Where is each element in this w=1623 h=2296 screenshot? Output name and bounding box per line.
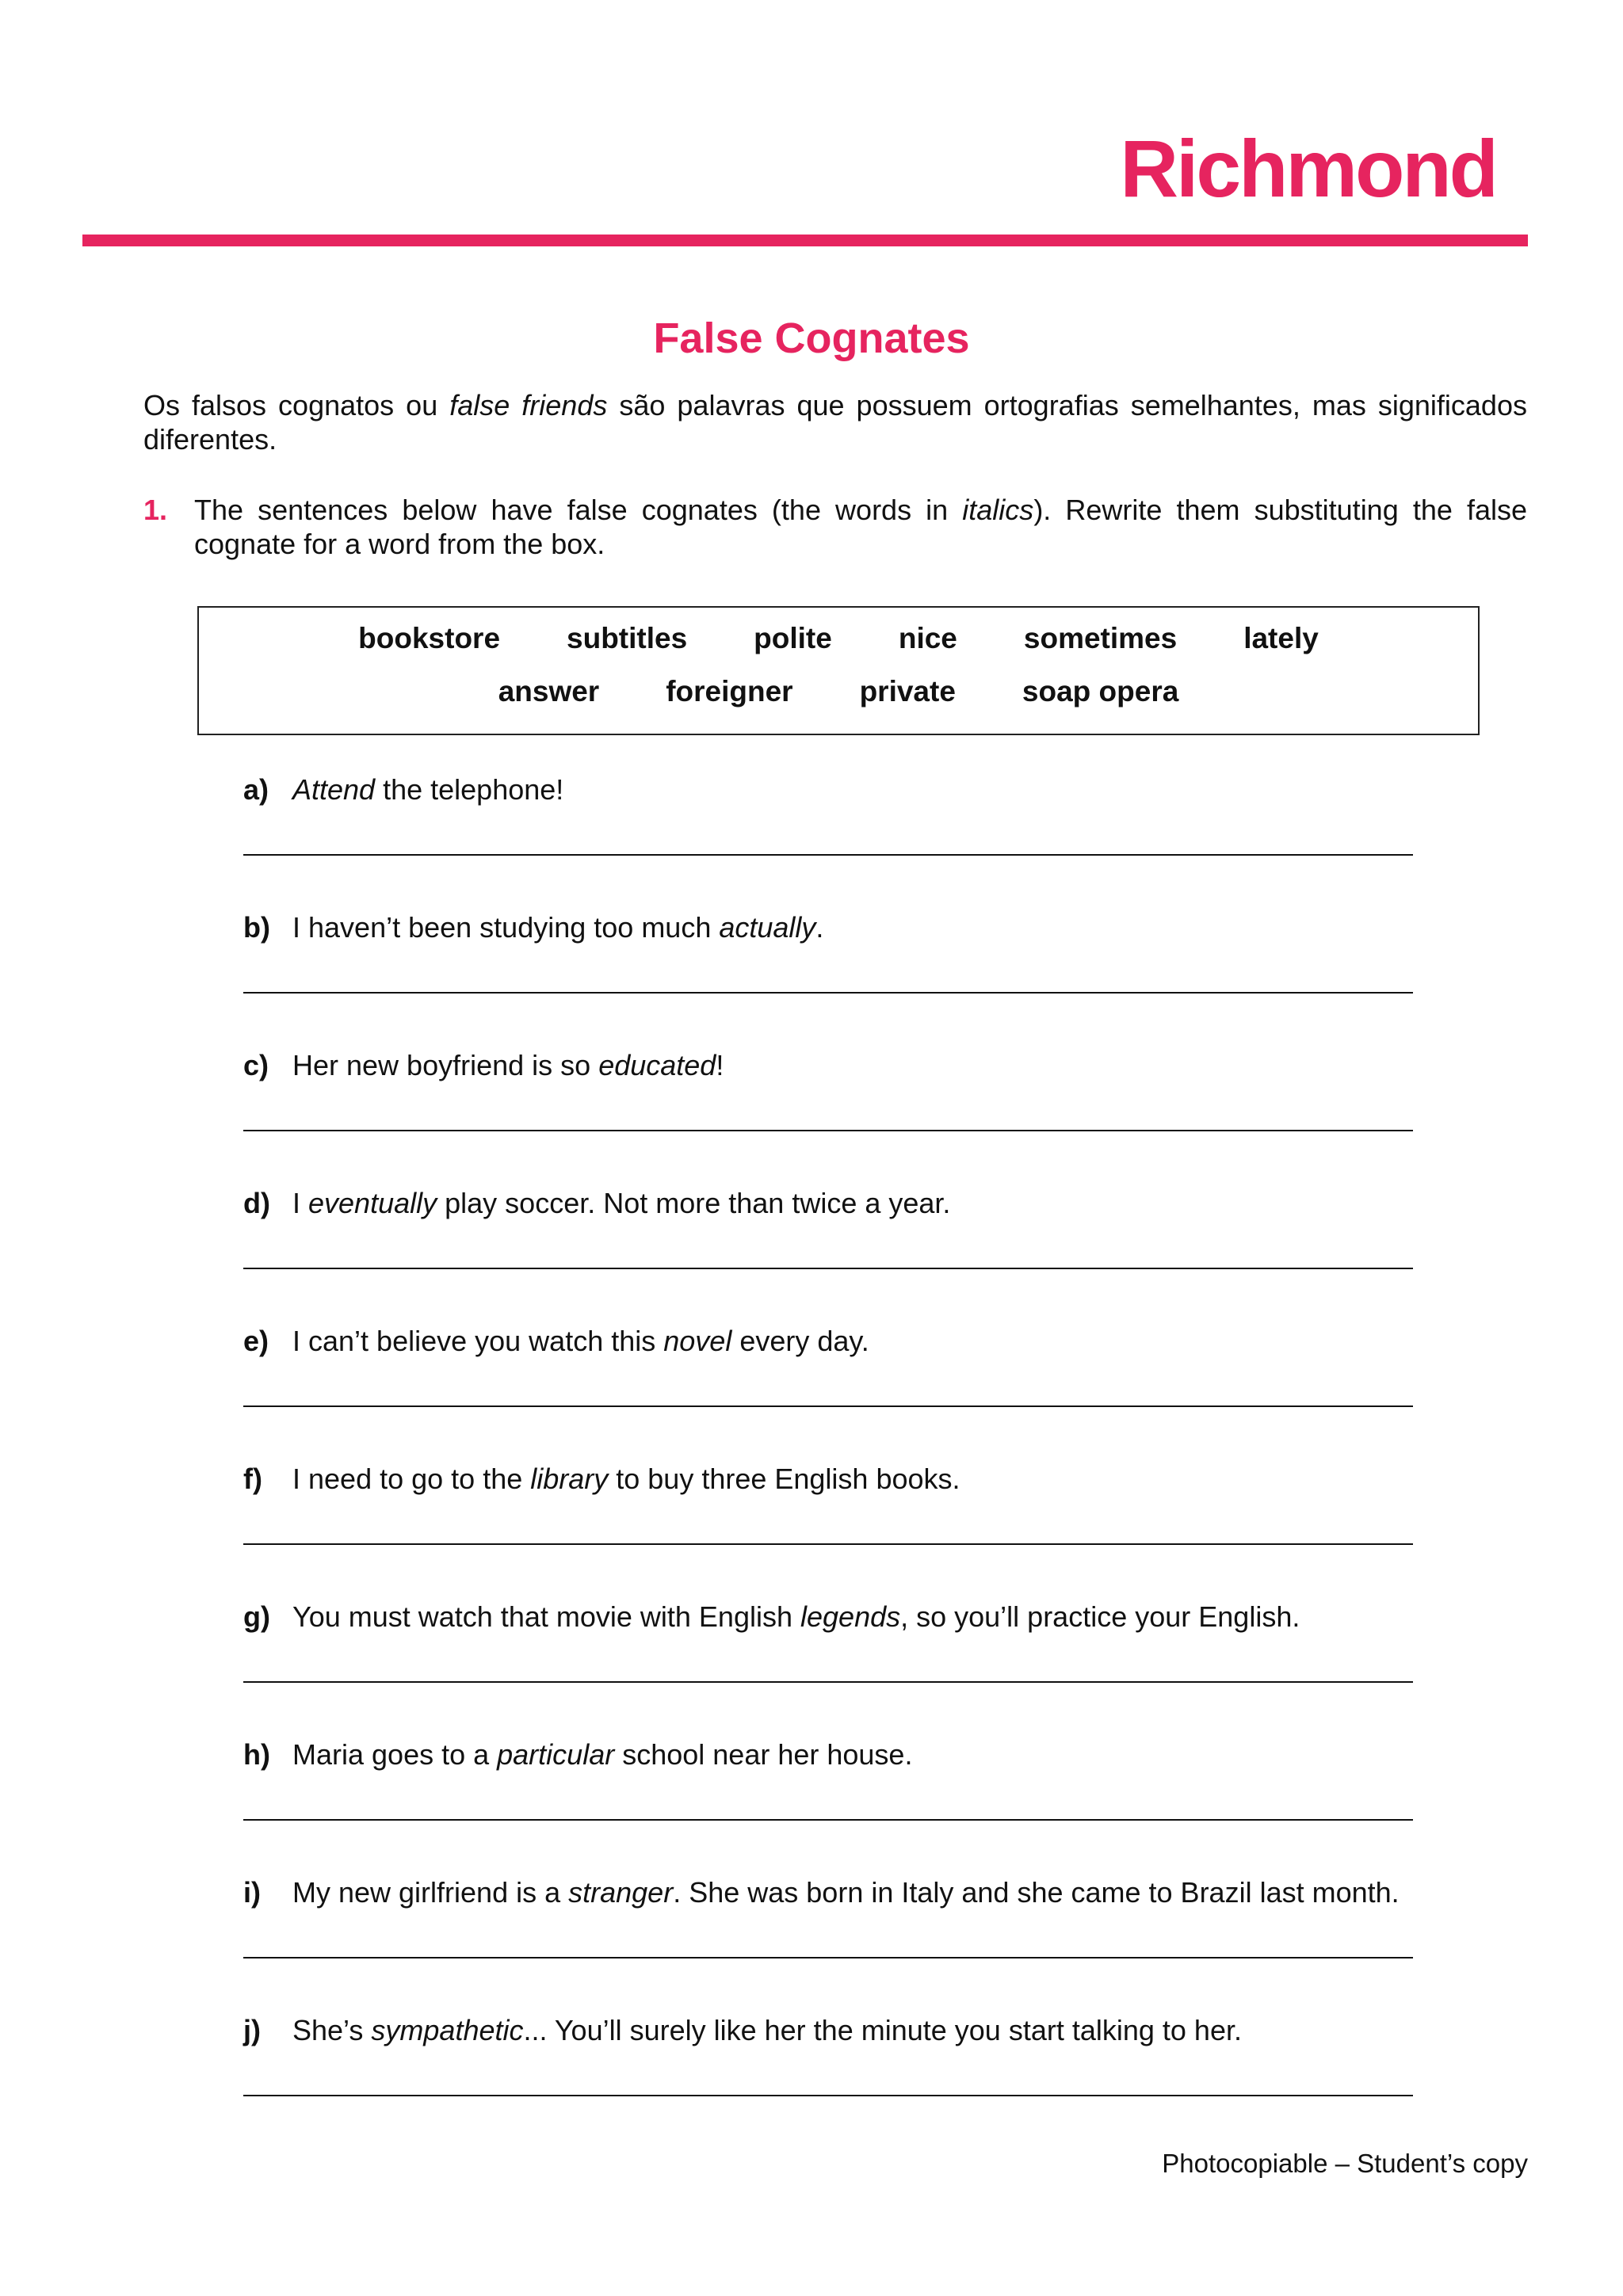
item-false-cognate: novel — [663, 1325, 732, 1357]
item-text-before: I need to go to the — [292, 1463, 531, 1495]
item-text-before: I can’t believe you watch this — [292, 1325, 664, 1357]
word-bank-item: lately — [1243, 622, 1319, 654]
item-text-after: ... You’ll surely like her the minute you start talking to her. — [523, 2014, 1242, 2046]
item-false-cognate: particular — [497, 1738, 615, 1771]
word-bank-item: sometimes — [1023, 622, 1178, 654]
item-false-cognate: educated — [598, 1049, 716, 1081]
item-text-after: school near her house. — [614, 1738, 913, 1771]
exercise-item-g — [243, 1600, 1511, 1633]
question-instructions — [194, 493, 1527, 561]
answer-line-h[interactable] — [243, 1819, 1413, 1821]
exercise-item-c — [243, 1051, 1511, 1080]
item-text-after: the telephone! — [375, 773, 564, 806]
item-text-after: to buy three English books. — [608, 1463, 960, 1495]
item-false-cognate: library — [530, 1463, 609, 1495]
item-text-after: play soccer. Not more than twice a year. — [437, 1187, 951, 1219]
exercise-item-j — [243, 2016, 1511, 2045]
item-letter: d) — [243, 1187, 270, 1219]
exercise-item-e — [243, 1327, 1511, 1356]
question-text-italic: italics — [962, 494, 1034, 526]
exercise-item-d — [243, 1189, 1511, 1218]
word-bank-item: nice — [898, 622, 957, 654]
item-text-before: I haven’t been studying too much — [292, 911, 720, 944]
answer-line-i[interactable] — [243, 1957, 1413, 1958]
intro-text-after: são palavras que possuem ortografias semelhantes, mas significados diferentes. — [143, 389, 1527, 456]
word-box — [197, 606, 1480, 735]
intro-paragraph — [143, 388, 1527, 456]
answer-line-e[interactable] — [243, 1405, 1413, 1407]
question-number: 1. — [143, 494, 168, 526]
word-bank-item: subtitles — [567, 622, 688, 654]
item-text-before: You must watch that movie with English — [292, 1600, 800, 1633]
item-letter: g) — [243, 1600, 270, 1633]
item-false-cognate: Attend — [292, 773, 376, 806]
word-bank-item: polite — [754, 622, 832, 654]
answer-line-g[interactable] — [243, 1681, 1413, 1683]
answer-line-a[interactable] — [243, 854, 1413, 856]
item-false-cognate: actually — [719, 911, 816, 944]
item-text-after: ! — [716, 1049, 724, 1081]
answer-line-d[interactable] — [243, 1268, 1413, 1269]
item-text-before: She’s — [292, 2014, 372, 2046]
item-false-cognate: sympathetic — [371, 2014, 524, 2046]
item-text-after: , so you’ll practice your English. — [900, 1600, 1300, 1633]
item-text-after: . — [815, 911, 824, 944]
answer-line-f[interactable] — [243, 1543, 1413, 1545]
item-letter: a) — [243, 773, 269, 806]
word-bank-item: bookstore — [358, 622, 501, 654]
question-1 — [143, 493, 1527, 561]
intro-text-italic: false friends — [449, 389, 608, 421]
word-bank-item: private — [859, 675, 956, 707]
item-text-after: every day. — [731, 1325, 869, 1357]
answer-line-b[interactable] — [243, 992, 1413, 994]
exercise-item-b — [243, 913, 1511, 942]
item-letter: f) — [243, 1463, 262, 1495]
item-text-before: My new girlfriend is a — [292, 1876, 569, 1909]
item-false-cognate: eventually — [308, 1187, 437, 1219]
item-letter: j) — [243, 2014, 261, 2046]
header-divider — [82, 235, 1528, 246]
item-letter: h) — [243, 1738, 270, 1771]
question-text-before: The sentences below have false cognates (the words in — [194, 494, 963, 526]
item-text-before: Maria goes to a — [292, 1738, 498, 1771]
exercise-item-h — [243, 1738, 1511, 1771]
item-text-before: Her new boyfriend is so — [292, 1049, 599, 1081]
word-bank-item: foreigner — [666, 675, 793, 707]
item-false-cognate: legends — [800, 1600, 901, 1633]
word-bank-item: answer — [498, 675, 600, 707]
item-letter: i) — [243, 1876, 261, 1909]
page-title: False Cognates — [653, 315, 970, 362]
richmond-logo: Richmond — [1120, 124, 1496, 214]
answer-line-c[interactable] — [243, 1130, 1413, 1131]
item-letter: c) — [243, 1049, 269, 1081]
intro-text-before: Os falsos cognatos ou — [143, 389, 450, 421]
item-letter: e) — [243, 1325, 269, 1357]
word-box-row-2 — [199, 677, 1478, 706]
item-letter: b) — [243, 911, 270, 944]
word-box-row-1 — [199, 624, 1478, 653]
exercise-item-a — [243, 773, 1511, 806]
question-text-after: ). Rewrite them substituting the false cognate for a word from the box. — [194, 494, 1527, 560]
item-text-after: . She was born in Italy and she came to Brazil last month. — [673, 1876, 1400, 1909]
item-text-before: I — [292, 1187, 309, 1219]
answer-line-j[interactable] — [243, 2095, 1413, 2096]
exercise-item-i — [243, 1878, 1511, 1907]
item-false-cognate: stranger — [568, 1876, 674, 1909]
word-bank-item: soap opera — [1022, 675, 1179, 707]
footer-note: Photocopiable – Student’s copy — [1162, 2149, 1528, 2178]
exercise-item-f — [243, 1465, 1511, 1493]
